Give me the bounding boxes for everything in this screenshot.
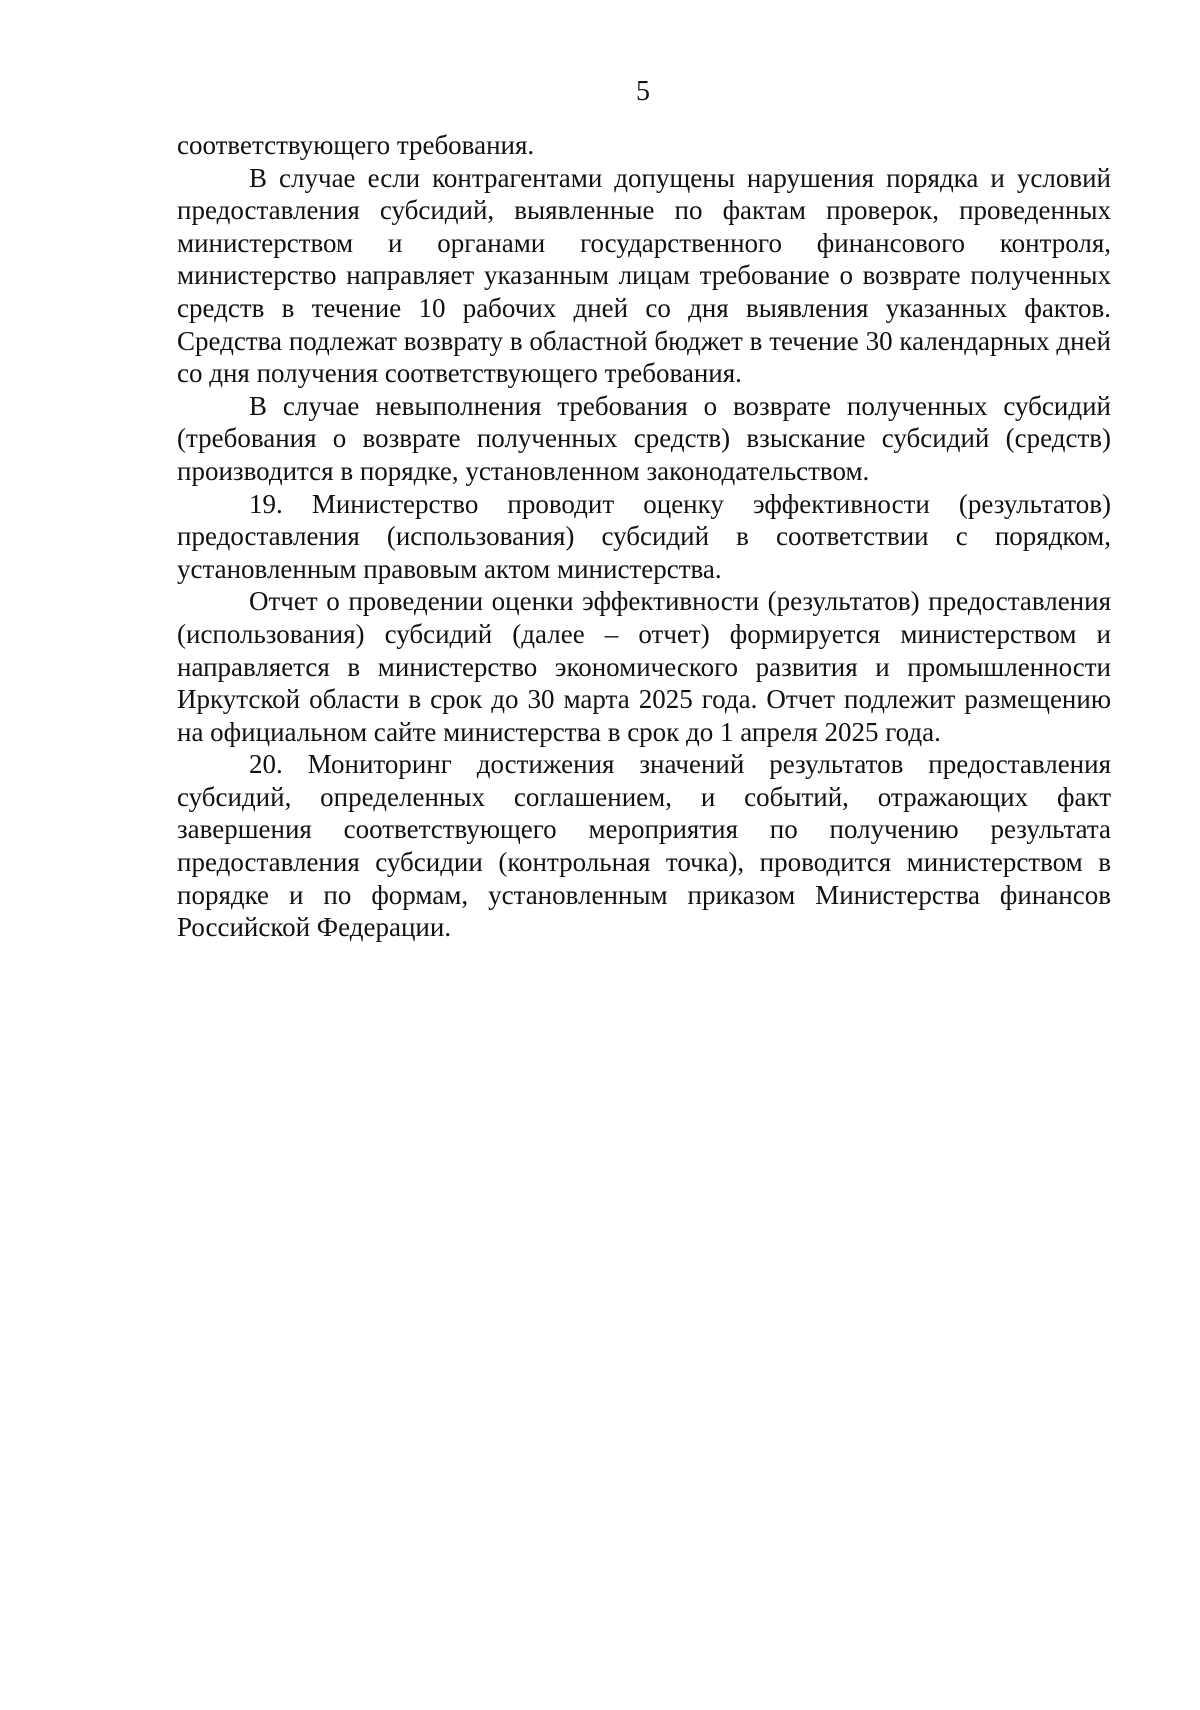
paragraph-recovery-procedure: В случае невыполнения требования о возврате полученных субсидий (требования о возврате полученных средств) взыскание субсидий (средств) производится в порядке, установленном законодательством. xyxy=(177,390,1111,486)
paragraph-refund-violations: В случае если контрагентами допущены нарушения порядка и условий предоставления субсидий, выявленные по фактам проверок, проведенных министерством и органами государственного финансового контроля, министерство направляет указанным лицам требование о возврате полученных средств в течение 10 рабочих дней со дня выявления указанных фактов. Средства подлежат возврату в областной бюджет в течение 30 календарных дней со дня получения соответствующего требования. xyxy=(177,162,1111,389)
paragraph-report: Отчет о проведении оценки эффективности (результатов) предоставления (использования) субсидий (далее – отчет) формируется министерством и направляется в министерство экономического развития и промышленности Иркутской области в срок до 30 марта 2025 года. Отчет подлежит размещению на официальном сайте министерства в срок до 1 апреля 2025 года. xyxy=(177,586,1111,747)
paragraph-continuation: соответствующего требования. xyxy=(177,130,535,160)
page-number: 5 xyxy=(636,76,650,107)
document-body xyxy=(177,129,1111,944)
paragraph-item-19: 19. Министерство проводит оценку эффективности (результатов) предоставления (использования) субсидий в соответствии с порядком, установленным правовым актом министерства. xyxy=(177,488,1111,584)
paragraph-item-20: 20. Мониторинг достижения значений результатов предоставления субсидий, определенных соглашением, и событий, отражающих факт завершения соответствующего мероприятия по получению результата предоставления субсидии (контрольная точка), проводится министерством в порядке и по формам, установленным приказом Министерства финансов Российской Федерации. xyxy=(177,749,1111,943)
